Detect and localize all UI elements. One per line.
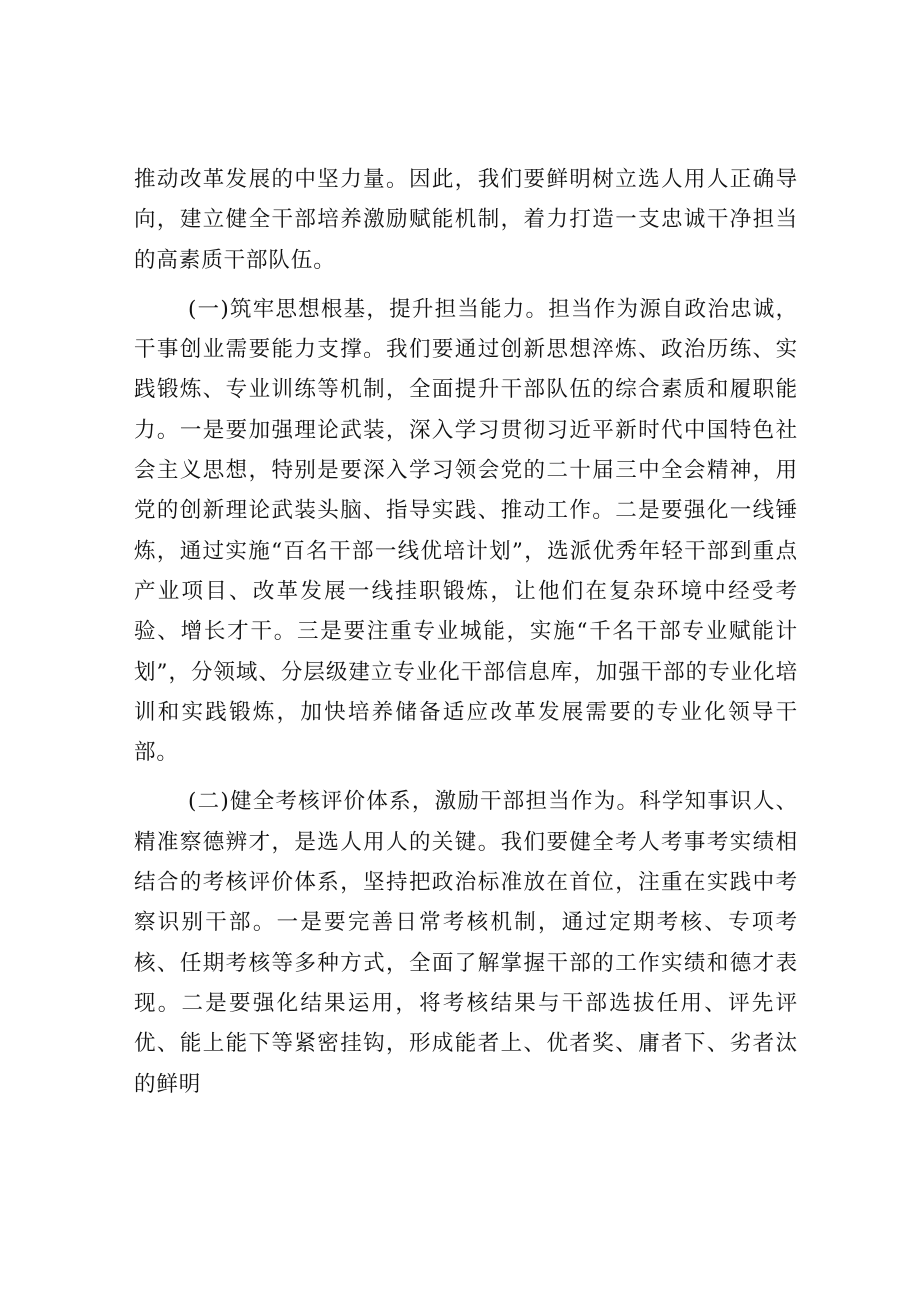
paragraph-section-1: (一)筑牢思想根基，提升担当能力。担当作为源自政治忠诚，干事创业需要能力支撑。我们要通过创新思想淬炼、政治历练、实践锻炼、专业训练等机制，全面提升干部队伍的综合素质和履职能力。一是要加强理论武装，深入学习贯彻习近平新时代中国特色社会主义思想，特别是要深入学习领会党的二十届三中全会精神，用党的创新理论武装头脑、指导实践、推动工作。二是要强化一线锤炼，通过实施“百名干部一线优培计划”，选派优秀年轻干部到重点产业项目、改革发展一线挂职锻炼，让他们在复杂环境中经受考验、增长才干。三是要注重专业城能，实施“千名干部专业赋能计划”，分领域、分层级建立专业化干部信息库，加强干部的专业化培训和实践锻炼，加快培养储备适应改革发展需要的专业化领导干部。 <box>134 296 798 766</box>
paragraph-section-2: (二)健全考核评价体系，激励干部担当作为。科学知事识人、精准察德辨才，是选人用人的关键。我们要健全考人考事考实绩相结合的考核评价体系，坚持把政治标准放在首位，注重在实践中考察识别干部。一是要完善日常考核机制，通过定期考核、专项考核、任期考核等多种方式，全面了解掌握干部的工作实绩和德才表现。二是要强化结果运用，将考核结果与干部选拔任用、评先评优、能上能下等紧密挂钩，形成能者上、优者奖、庸者下、劣者汰的鲜明 <box>134 789 798 1097</box>
paragraph-continuation: 推动改革发展的中坚力量。因此，我们要鲜明树立选人用人正确导向，建立健全干部培养激励赋能机制，着力打造一支忠诚干净担当的高素质干部队伍。 <box>134 167 798 273</box>
document-body <box>134 160 798 1114</box>
